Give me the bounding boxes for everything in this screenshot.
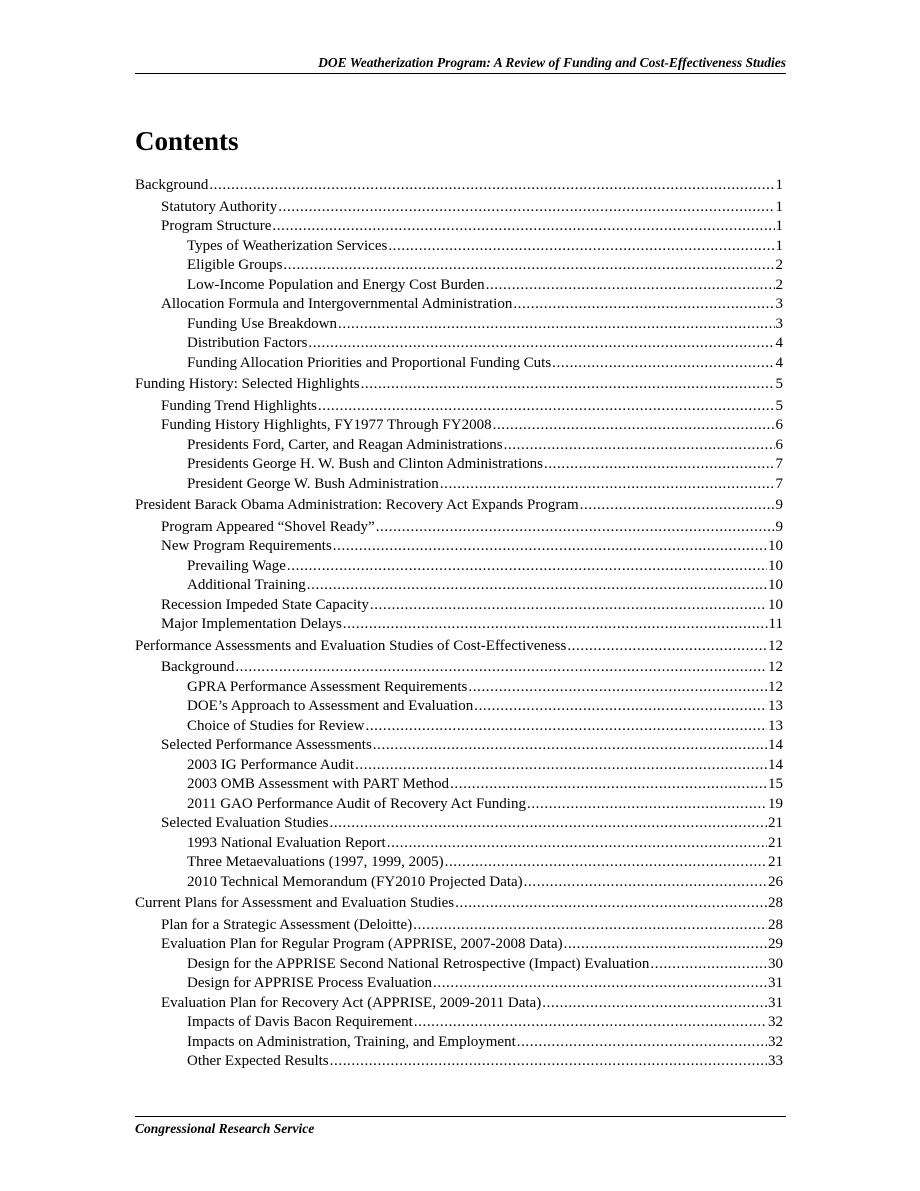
toc-entry-title[interactable]: Program Appeared “Shovel Ready” — [161, 518, 375, 535]
toc-leader-dots — [388, 237, 774, 257]
toc-leader-dots — [474, 697, 767, 717]
toc-entry-title[interactable]: Background — [161, 659, 235, 675]
toc-leader-dots — [338, 315, 775, 335]
toc-page-number[interactable]: 14 — [768, 756, 783, 773]
toc-leader-dots — [414, 1013, 767, 1033]
toc-entry-title[interactable]: Funding Trend Highlights — [161, 397, 317, 414]
toc-entry-title[interactable]: Evaluation Plan for Regular Program (APPRISE, 2007-2008 Data) — [161, 936, 563, 952]
toc-leader-dots — [307, 576, 767, 596]
toc-entry-level-3[interactable] — [135, 678, 783, 698]
toc-page-number[interactable]: 10 — [768, 557, 783, 574]
toc-leader-dots — [504, 436, 775, 456]
toc-entry-level-2[interactable] — [135, 658, 783, 678]
page-title: Contents — [135, 126, 239, 156]
toc-entry-level-3[interactable] — [135, 717, 783, 737]
toc-entry-level-3[interactable] — [135, 775, 783, 795]
toc-entry-level-3[interactable] — [135, 334, 783, 354]
toc-page-number[interactable]: 1 — [775, 177, 783, 193]
toc-entry-title[interactable]: Presidents Ford, Carter, and Reagan Administrations — [187, 436, 503, 453]
toc-page-number[interactable]: 7 — [775, 456, 783, 472]
toc-page-number[interactable]: 6 — [775, 436, 783, 453]
toc-entry-level-2[interactable] — [135, 736, 783, 756]
toc-page-number[interactable]: 1 — [775, 218, 783, 234]
toc-page-number[interactable]: 30 — [768, 955, 783, 972]
toc-page-number[interactable]: 2 — [775, 276, 783, 293]
toc-entry-title[interactable]: Other Expected Results — [187, 1053, 329, 1069]
toc-entry-level-2[interactable] — [135, 217, 783, 237]
toc-entry-title[interactable]: Selected Performance Assessments — [161, 737, 372, 753]
toc-page-number[interactable]: 6 — [775, 417, 783, 433]
toc-entry-level-3[interactable] — [135, 256, 783, 276]
toc-entry-level-3[interactable] — [135, 557, 783, 577]
toc-entry-title[interactable]: Recession Impeded State Capacity — [161, 596, 369, 613]
table-of-contents — [135, 176, 783, 1072]
running-header: DOE Weatherization Program: A Review of Funding and Cost-Effectiveness Studies — [318, 55, 786, 70]
toc-leader-dots — [468, 678, 767, 698]
toc-entry-level-2[interactable] — [135, 198, 783, 218]
toc-entry-level-3[interactable] — [135, 756, 783, 776]
toc-leader-dots — [373, 736, 767, 756]
toc-entry-level-3[interactable] — [135, 974, 783, 994]
toc-leader-dots — [376, 518, 775, 538]
toc-entry-title[interactable]: Types of Weatherization Services — [187, 237, 388, 254]
toc-entry-title[interactable]: Background — [135, 177, 209, 193]
toc-entry-level-3[interactable] — [135, 436, 783, 456]
toc-leader-dots — [209, 176, 774, 196]
toc-page-number[interactable]: 9 — [775, 518, 783, 535]
toc-leader-dots — [235, 658, 767, 678]
toc-page-number[interactable]: 12 — [768, 678, 783, 695]
toc-page-number[interactable]: 10 — [768, 577, 783, 593]
toc-page-number[interactable]: 28 — [768, 895, 783, 911]
toc-leader-dots — [493, 416, 775, 436]
toc-entry-title[interactable]: Low-Income Population and Energy Cost Burden — [187, 276, 485, 293]
toc-leader-dots — [486, 276, 775, 296]
toc-leader-dots — [450, 775, 767, 795]
toc-leader-dots — [524, 873, 767, 893]
toc-entry-level-3[interactable] — [135, 834, 783, 854]
toc-entry-level-2[interactable] — [135, 615, 783, 635]
toc-entry-level-3[interactable] — [135, 873, 783, 893]
toc-leader-dots — [455, 894, 767, 914]
toc-entry-title[interactable]: Major Implementation Delays — [161, 616, 342, 632]
toc-entry-level-2[interactable] — [135, 416, 783, 436]
toc-entry-title[interactable]: Plan for a Strategic Assessment (Deloitte) — [161, 916, 413, 933]
toc-leader-dots — [370, 596, 767, 616]
toc-leader-dots — [283, 256, 774, 276]
toc-entry-title[interactable]: 2003 OMB Assessment with PART Method — [187, 776, 450, 792]
toc-leader-dots — [330, 1052, 767, 1072]
toc-entry-title[interactable]: 2010 Technical Memorandum (FY2010 Projected Data) — [187, 873, 523, 890]
toc-leader-dots — [387, 834, 767, 854]
toc-page-number[interactable]: 26 — [768, 873, 783, 890]
toc-entry-title[interactable]: Selected Evaluation Studies — [161, 815, 329, 831]
toc-entry-level-3[interactable] — [135, 853, 783, 873]
toc-leader-dots — [552, 354, 774, 374]
toc-leader-dots — [355, 756, 767, 776]
toc-entry-title[interactable]: Three Metaevaluations (1997, 1999, 2005) — [187, 854, 444, 870]
toc-page-number[interactable]: 33 — [768, 1053, 783, 1069]
toc-entry-title[interactable]: President Barack Obama Administration: Recovery Act Expands Program — [135, 497, 579, 513]
toc-leader-dots — [361, 375, 775, 395]
toc-page-number[interactable]: 3 — [775, 315, 783, 332]
toc-page-number[interactable]: 14 — [768, 737, 783, 753]
toc-page-number[interactable]: 12 — [768, 659, 783, 675]
toc-entry-level-3[interactable] — [135, 576, 783, 596]
toc-entry-title[interactable]: Additional Training — [187, 577, 306, 593]
toc-entry-level-2[interactable] — [135, 537, 783, 557]
toc-page-number[interactable]: 3 — [775, 296, 783, 312]
toc-leader-dots — [440, 475, 775, 495]
toc-leader-dots — [445, 853, 767, 873]
toc-leader-dots — [329, 814, 767, 834]
toc-page-number[interactable]: 31 — [768, 975, 783, 991]
toc-leader-dots — [517, 1033, 767, 1053]
toc-page-number[interactable]: 12 — [768, 637, 783, 654]
toc-leader-dots — [567, 637, 767, 657]
toc-page-number[interactable]: 1 — [775, 198, 783, 215]
toc-entry-title[interactable]: Program Structure — [161, 218, 272, 234]
toc-entry-title[interactable]: Evaluation Plan for Recovery Act (APPRISE, 2009-2011 Data) — [161, 994, 542, 1011]
toc-entry-level-2[interactable] — [135, 397, 783, 417]
toc-leader-dots — [308, 334, 774, 354]
toc-page-number[interactable]: 4 — [775, 354, 783, 371]
toc-page-number[interactable]: 11 — [768, 616, 783, 632]
toc-entry-title[interactable]: 2003 IG Performance Audit — [187, 756, 355, 773]
toc-entry-level-2[interactable] — [135, 935, 783, 955]
toc-entry-title[interactable]: President George W. Bush Administration — [187, 475, 439, 492]
toc-entry-level-3[interactable] — [135, 315, 783, 335]
toc-entry-title[interactable]: Eligible Groups — [187, 257, 283, 273]
toc-page-number[interactable]: 7 — [775, 475, 783, 492]
toc-entry-title[interactable]: Funding History Highlights, FY1977 Through FY2008 — [161, 417, 492, 433]
toc-entry-level-1[interactable] — [135, 637, 783, 657]
toc-entry-level-1[interactable] — [135, 496, 783, 516]
toc-leader-dots — [544, 455, 775, 475]
toc-entry-title[interactable]: 2011 GAO Performance Audit of Recovery Act Funding — [187, 795, 526, 812]
toc-leader-dots — [564, 935, 767, 955]
toc-entry-title[interactable]: Impacts of Davis Bacon Requirement — [187, 1014, 413, 1030]
toc-page-number[interactable]: 5 — [775, 397, 783, 414]
toc-entry-level-2[interactable] — [135, 518, 783, 538]
toc-page-number[interactable]: 2 — [775, 257, 783, 273]
toc-entry-title[interactable]: Funding History: Selected Highlights — [135, 376, 360, 392]
toc-page-number[interactable]: 9 — [775, 497, 783, 513]
toc-page-number[interactable]: 13 — [768, 698, 783, 714]
toc-entry-title[interactable]: Performance Assessments and Evaluation Studies of Cost-Effectiveness — [135, 637, 567, 654]
toc-leader-dots — [278, 198, 774, 218]
toc-entry-title[interactable]: Presidents George H. W. Bush and Clinton Administrations — [187, 456, 543, 472]
toc-leader-dots — [343, 615, 768, 635]
toc-entry-level-3[interactable] — [135, 475, 783, 495]
toc-entry-level-3[interactable] — [135, 795, 783, 815]
toc-leader-dots — [272, 217, 774, 237]
toc-page-number[interactable]: 10 — [768, 596, 783, 613]
toc-entry-level-3[interactable] — [135, 1052, 783, 1072]
toc-entry-level-3[interactable] — [135, 697, 783, 717]
toc-entry-title[interactable]: Choice of Studies for Review — [187, 717, 365, 734]
toc-entry-title[interactable]: Funding Use Breakdown — [187, 315, 337, 332]
toc-entry-title[interactable]: Design for APPRISE Process Evaluation — [187, 975, 432, 991]
toc-entry-title[interactable]: Allocation Formula and Intergovernmental Administration — [161, 296, 513, 312]
toc-entry-level-1[interactable] — [135, 176, 783, 196]
header-rule — [135, 73, 786, 74]
toc-page-number[interactable]: 21 — [768, 854, 783, 870]
toc-leader-dots — [542, 994, 767, 1014]
toc-entry-title[interactable]: Prevailing Wage — [187, 557, 286, 574]
toc-entry-level-3[interactable] — [135, 1013, 783, 1033]
toc-entry-level-3[interactable] — [135, 955, 783, 975]
toc-page-number[interactable]: 15 — [768, 776, 783, 792]
toc-page-number[interactable]: 21 — [768, 815, 783, 831]
toc-leader-dots — [333, 537, 767, 557]
toc-entry-level-1[interactable] — [135, 894, 783, 914]
toc-page-number[interactable]: 19 — [768, 795, 783, 812]
toc-leader-dots — [365, 717, 767, 737]
toc-entry-title[interactable]: DOE’s Approach to Assessment and Evaluation — [187, 698, 474, 714]
toc-entry-level-2[interactable] — [135, 814, 783, 834]
toc-entry-title[interactable]: New Program Requirements — [161, 538, 332, 554]
toc-entry-title[interactable]: GPRA Performance Assessment Requirements — [187, 678, 468, 695]
toc-page-number[interactable]: 32 — [768, 1033, 783, 1050]
toc-leader-dots — [527, 795, 767, 815]
toc-page-number[interactable]: 1 — [775, 237, 783, 254]
footer-rule — [135, 1116, 786, 1117]
toc-entry-level-3[interactable] — [135, 237, 783, 257]
toc-page-number[interactable]: 4 — [775, 335, 783, 351]
toc-entry-title[interactable]: Design for the APPRISE Second National Retrospective (Impact) Evaluation — [187, 955, 650, 972]
toc-entry-level-2[interactable] — [135, 916, 783, 936]
toc-entry-title[interactable]: Impacts on Administration, Training, and Employment — [187, 1033, 516, 1050]
toc-entry-level-3[interactable] — [135, 276, 783, 296]
toc-entry-title[interactable]: Funding Allocation Priorities and Proportional Funding Cuts — [187, 354, 552, 371]
running-footer: Congressional Research Service — [135, 1121, 315, 1136]
toc-entry-level-1[interactable] — [135, 375, 783, 395]
toc-leader-dots — [650, 955, 767, 975]
toc-page-number[interactable]: 21 — [768, 834, 783, 851]
toc-page-number[interactable]: 10 — [768, 538, 783, 554]
toc-page-number[interactable]: 5 — [775, 376, 783, 392]
toc-leader-dots — [413, 916, 767, 936]
toc-page-number[interactable]: 29 — [768, 936, 783, 952]
toc-page-number[interactable]: 28 — [768, 916, 783, 933]
toc-entry-title[interactable]: 1993 National Evaluation Report — [187, 834, 386, 851]
toc-entry-title[interactable]: Statutory Authority — [161, 198, 278, 215]
toc-entry-level-3[interactable] — [135, 455, 783, 475]
toc-entry-level-2[interactable] — [135, 994, 783, 1014]
toc-entry-level-3[interactable] — [135, 354, 783, 374]
toc-entry-level-3[interactable] — [135, 1033, 783, 1053]
toc-leader-dots — [287, 557, 767, 577]
toc-leader-dots — [433, 974, 767, 994]
toc-leader-dots — [580, 496, 775, 516]
toc-leader-dots — [318, 397, 775, 417]
toc-leader-dots — [513, 295, 774, 315]
toc-page-number[interactable]: 31 — [768, 994, 783, 1011]
toc-page-number[interactable]: 32 — [768, 1014, 783, 1030]
toc-page-number[interactable]: 13 — [768, 717, 783, 734]
toc-entry-title[interactable]: Current Plans for Assessment and Evaluation Studies — [135, 895, 455, 911]
toc-entry-title[interactable]: Distribution Factors — [187, 335, 308, 351]
toc-entry-level-2[interactable] — [135, 295, 783, 315]
toc-entry-level-2[interactable] — [135, 596, 783, 616]
